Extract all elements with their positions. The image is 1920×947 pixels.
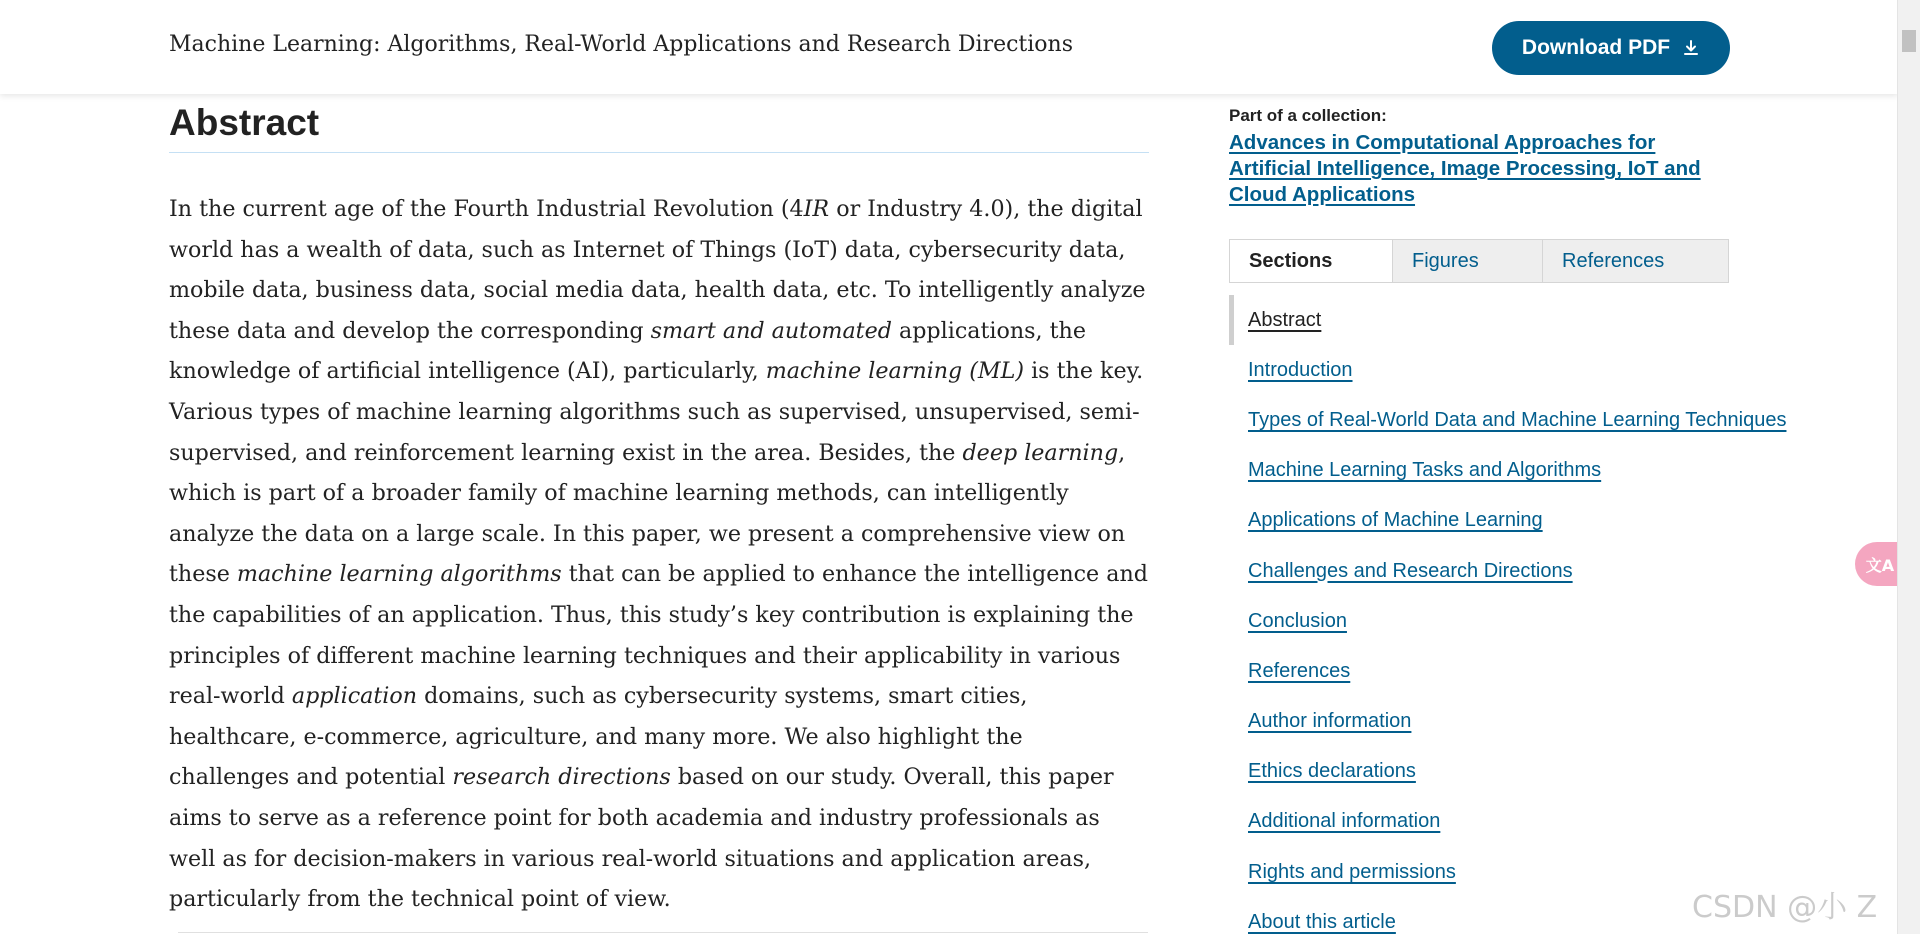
section-divider xyxy=(178,932,1148,933)
section-item-additional-info[interactable] xyxy=(1229,797,1729,847)
download-icon xyxy=(1682,39,1700,57)
section-item-tasks-algorithms[interactable] xyxy=(1229,446,1729,496)
section-link[interactable]: References xyxy=(1248,659,1351,682)
scrollbar-thumb[interactable] xyxy=(1902,30,1916,52)
abstract-run: applications, the knowledge of artificial intelligence (AI), particularly, xyxy=(169,317,1086,385)
section-link[interactable]: Rights and permissions xyxy=(1248,860,1456,883)
abstract-emphasis: machine learning (ML) xyxy=(765,358,1025,385)
abstract-run: based on our study. Overall, this paper aims to serve as a reference point for both academia and industry professionals as well as for decision-makers in various real-world situations and application areas, particularly from the technical point of view. xyxy=(169,764,1114,913)
article-header-bar xyxy=(0,0,1898,94)
vertical-scrollbar[interactable] xyxy=(1897,0,1920,934)
section-item-conclusion[interactable] xyxy=(1229,596,1729,646)
abstract-emphasis: application xyxy=(291,683,418,710)
abstract-run: or Industry 4.0), the digital world has a wealth of data, such as Internet of Things (IoT) data, cybersecurity data, mobile data, business data, social media data, health data, etc. To intelligently analyze these data and develop the corresponding xyxy=(169,196,1146,344)
tab-sections[interactable]: Sections xyxy=(1230,240,1393,282)
abstract-heading: Abstract xyxy=(169,94,1149,153)
translate-glyph: 文A xyxy=(1865,555,1895,575)
section-item-references[interactable] xyxy=(1229,646,1729,696)
section-link[interactable]: Machine Learning Tasks and Algorithms xyxy=(1248,459,1602,482)
tab-references[interactable]: References xyxy=(1562,249,1665,272)
download-pdf-label: Download PDF xyxy=(1521,36,1671,59)
abstract-run: , which is part of a broader family of machine learning methods, can intelligently analyze the data on a large scale. In this paper, we present a comprehensive view on these xyxy=(169,439,1126,588)
collection-link[interactable]: Advances in Computational Approaches for Artificial Intelligence, Image Processing, IoT and Cloud Applications xyxy=(1229,131,1701,206)
collection-label: Part of a collection: xyxy=(1229,106,1387,125)
section-link[interactable]: Additional information xyxy=(1248,810,1441,833)
section-link[interactable]: Abstract xyxy=(1248,308,1322,331)
section-item-introduction[interactable] xyxy=(1229,345,1729,395)
section-link[interactable]: Types of Real-World Data and Machine Learning Techniques xyxy=(1248,408,1787,431)
abstract-emphasis: deep learning xyxy=(962,439,1119,466)
abstract-run: that can be applied to enhance the intelligence and the capabilities of an application. Thus, this study’s key contribution is explaining the principles of different machine learning techniques and their applicability in various real-world xyxy=(169,561,1148,710)
download-pdf-button[interactable] xyxy=(1492,21,1730,75)
sidebar-tabs xyxy=(1229,239,1729,283)
section-item-ethics[interactable] xyxy=(1229,747,1729,797)
watermark: CSDN @小 Z xyxy=(1692,890,1878,925)
section-item-abstract[interactable] xyxy=(1229,295,1729,345)
section-link[interactable]: Conclusion xyxy=(1248,609,1347,632)
main-content xyxy=(169,94,1149,920)
abstract-emphasis: smart and automated xyxy=(650,317,892,344)
section-item-about[interactable] xyxy=(1229,897,1729,947)
section-link[interactable]: About this article xyxy=(1248,910,1396,933)
section-link[interactable]: Challenges and Research Directions xyxy=(1248,559,1573,582)
tab-figures[interactable]: Figures xyxy=(1393,240,1543,282)
section-item-applications[interactable] xyxy=(1229,496,1729,546)
section-item-rights[interactable] xyxy=(1229,847,1729,897)
abstract-emphasis: machine learning algorithms xyxy=(236,561,562,588)
abstract-text xyxy=(169,189,1149,920)
article-title: Machine Learning: Algorithms, Real-World Applications and Research Directions xyxy=(169,32,1074,57)
abstract-emphasis: IR xyxy=(803,196,830,222)
abstract-emphasis: research directions xyxy=(452,764,671,791)
section-link[interactable]: Ethics declarations xyxy=(1248,760,1416,783)
section-link[interactable]: Introduction xyxy=(1248,358,1353,381)
abstract-run: domains, such as cybersecurity systems, smart cities, healthcare, e-commerce, agriculture, and many more. We also highlight the challenges and potential xyxy=(169,683,1028,791)
section-link[interactable]: Author information xyxy=(1248,710,1412,733)
abstract-run: In the current age of the Fourth Industrial Revolution (4 xyxy=(169,196,804,222)
section-item-author-information[interactable] xyxy=(1229,697,1729,747)
section-item-types-of-data[interactable] xyxy=(1229,395,1787,445)
section-item-challenges[interactable] xyxy=(1229,546,1729,596)
section-link[interactable]: Applications of Machine Learning xyxy=(1248,509,1543,532)
abstract-run: is the key. Various types of machine learning algorithms such as supervised, unsupervised, semi-supervised, and reinforcement learning exist in the area. Besides, the xyxy=(169,358,1144,466)
